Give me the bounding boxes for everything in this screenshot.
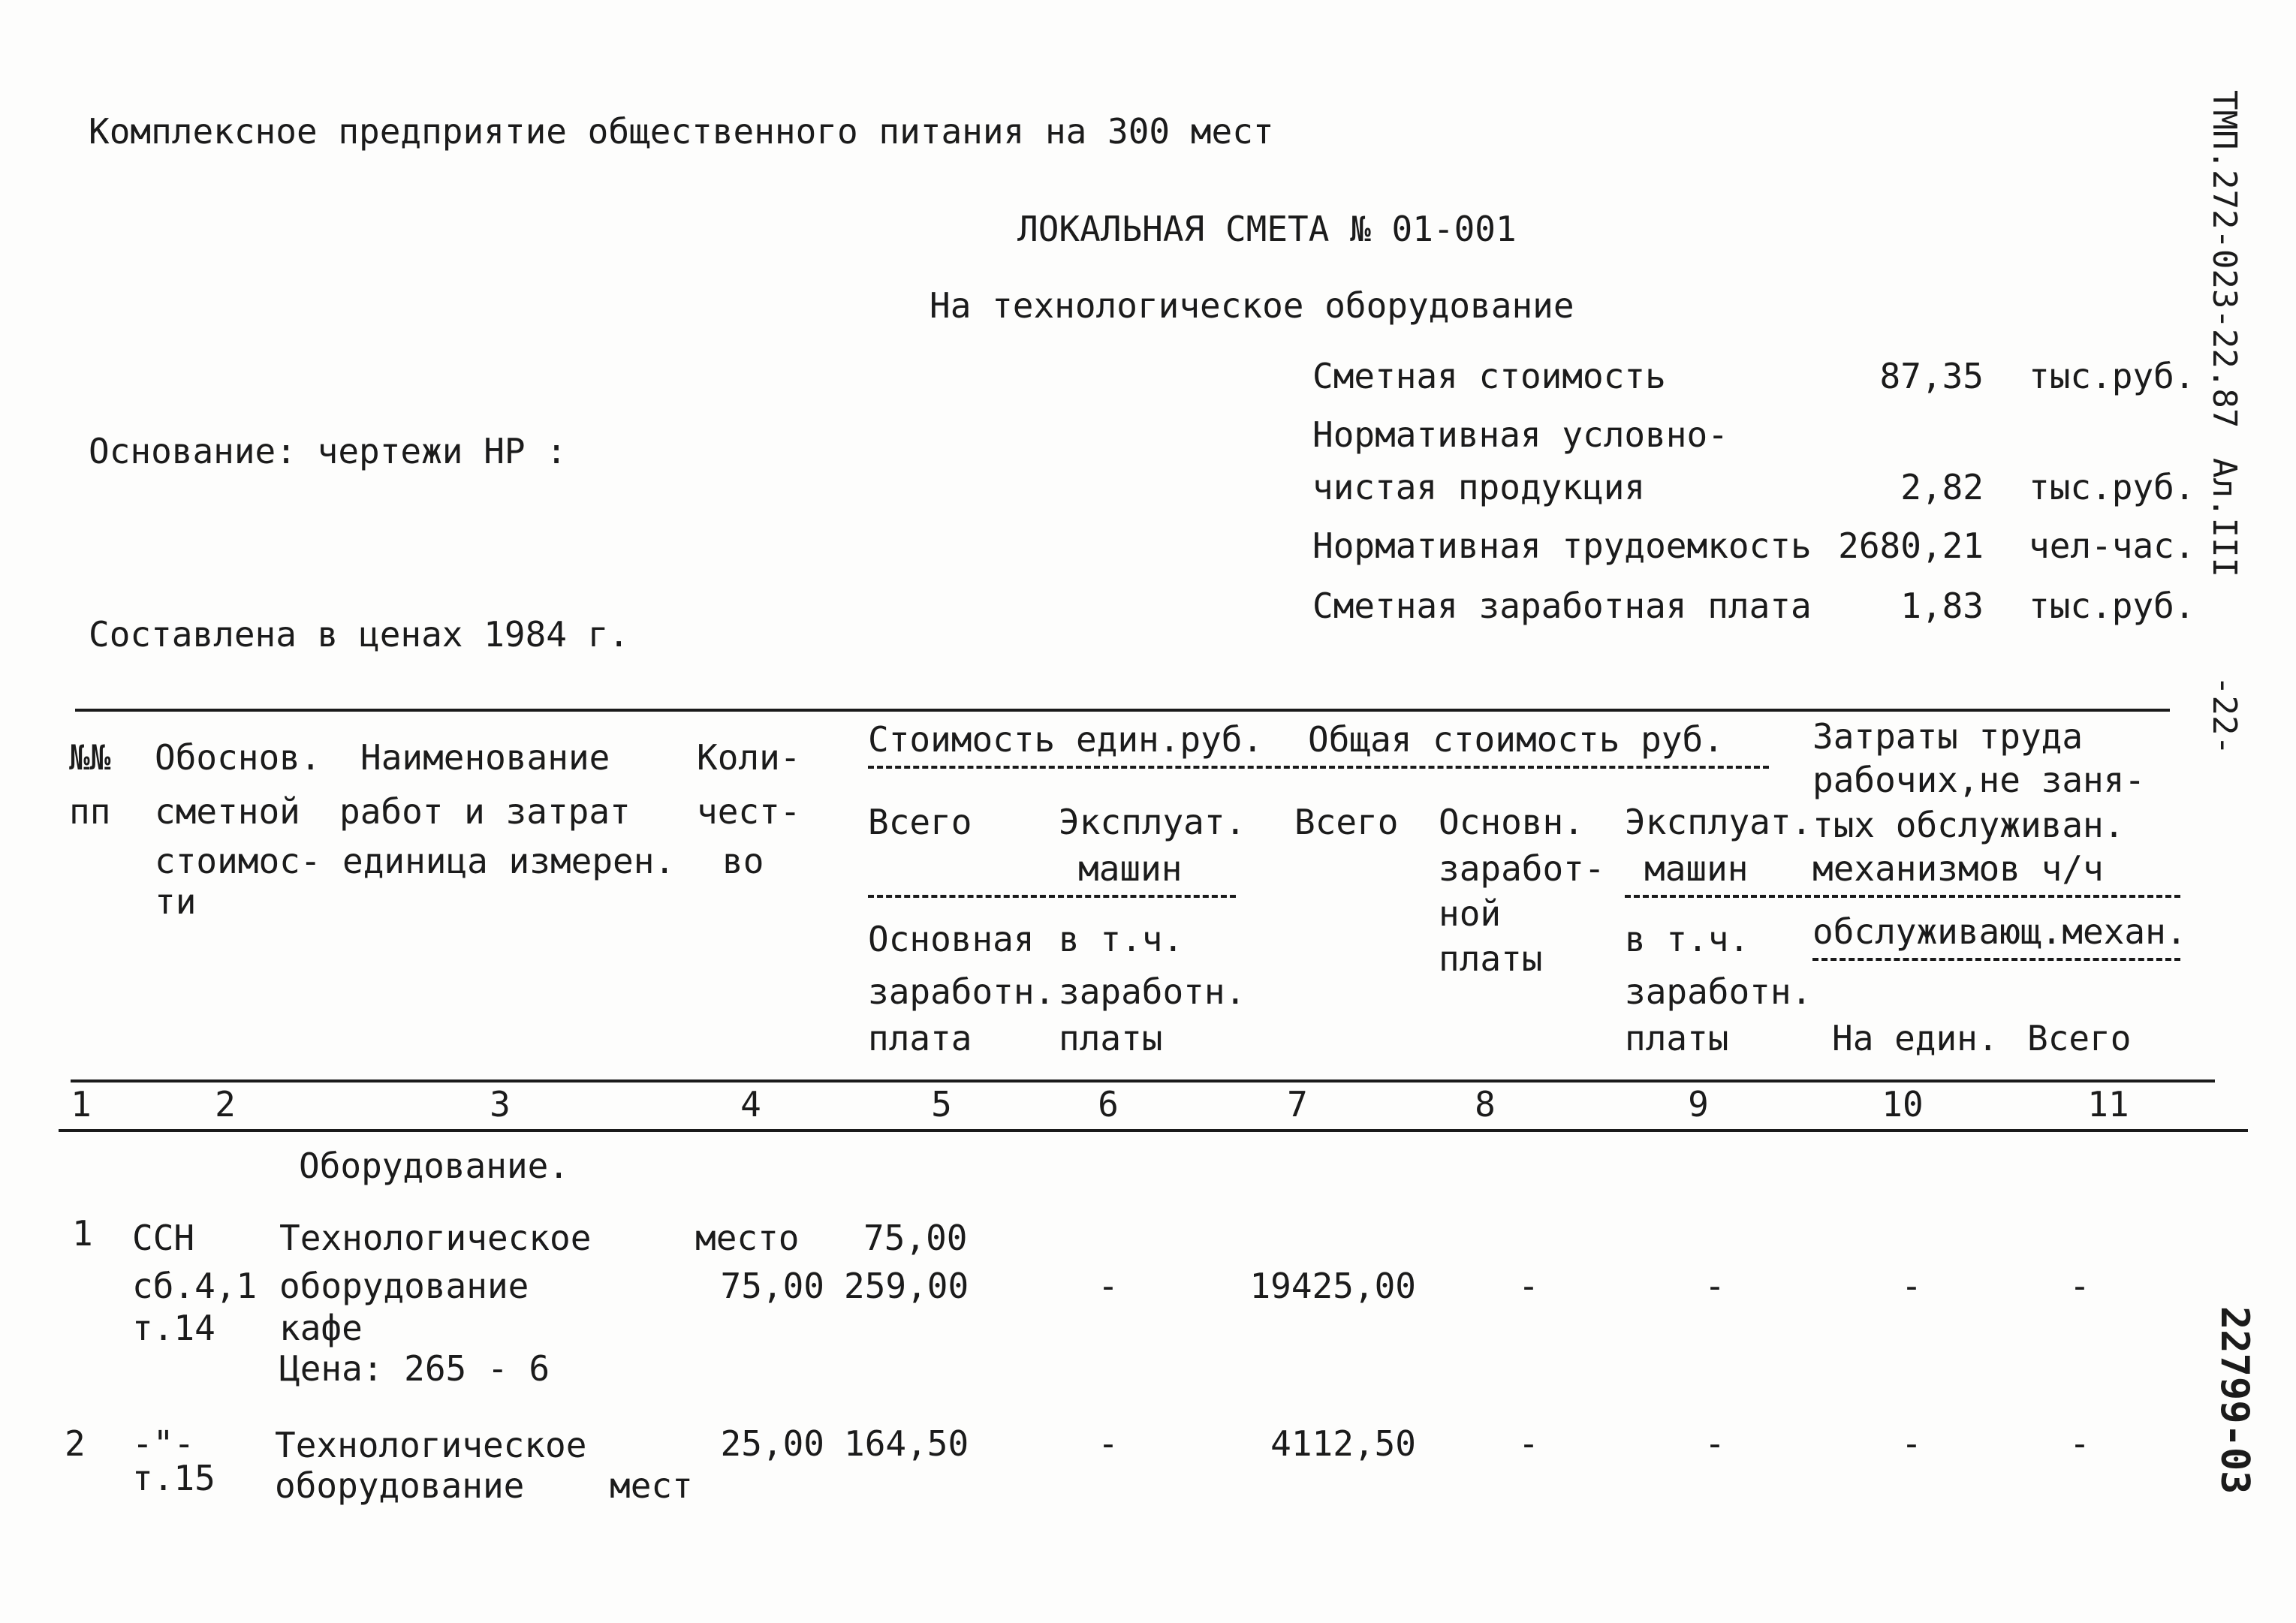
col7-header: Всего (1294, 802, 1399, 842)
summary-value: 2,82 (1900, 467, 1984, 507)
summary-unit: тыс.руб. (2029, 356, 2195, 396)
group-dash-rule (868, 766, 1769, 769)
col9-header-bottom: заработн. (1625, 971, 1812, 1012)
row-col9: - (1704, 1266, 1725, 1306)
col6-header-top: машин (1078, 848, 1183, 889)
row-col11: - (2069, 1266, 2090, 1306)
summary-label: Нормативная трудоемкость (1312, 525, 1812, 566)
row-number: 2 (65, 1423, 86, 1464)
labor-header: механизмов ч/ч (1812, 848, 2104, 889)
col9-header-top: машин (1644, 848, 1749, 889)
summary-unit: тыс.руб. (2029, 586, 2195, 626)
col8-header: заработ- (1439, 848, 1605, 889)
row-unit: место (695, 1218, 800, 1258)
estimate-subtitle: На технологическое оборудование (930, 285, 1574, 326)
estimate-title: ЛОКАЛЬНАЯ СМЕТА № 01-001 (1017, 209, 1517, 249)
row-quantity: 75,00 (720, 1266, 824, 1306)
header-bottom-rule (71, 1079, 2215, 1083)
column-number: 2 (215, 1084, 236, 1125)
labor-sub-header: обслуживающ.механ. (1812, 911, 2187, 952)
col2-header: сметной (155, 791, 300, 832)
row-col5: 164,50 (844, 1423, 969, 1464)
row-col11: - (2069, 1423, 2090, 1464)
summary-label: Сметная стоимость (1312, 356, 1666, 396)
page-number: -22- (2205, 676, 2243, 755)
col1-header: №№ (69, 737, 111, 778)
column-number: 4 (740, 1084, 761, 1125)
col8-header: ной (1439, 893, 1502, 934)
row-col7: 4112,50 (1270, 1423, 1416, 1464)
column-number: 9 (1688, 1084, 1709, 1125)
col9-header-bottom: в т.ч. (1625, 919, 1750, 959)
row-col7: 19425,00 (1249, 1266, 1416, 1306)
row-col8: - (1518, 1266, 1539, 1306)
col11-header: Всего (2027, 1018, 2132, 1058)
row-name: Технологическое (275, 1425, 587, 1465)
row-name: Цена: 265 - 6 (279, 1348, 550, 1389)
column-number: 6 (1098, 1084, 1119, 1125)
col2-header: ти (155, 881, 197, 922)
total-cost-group-header: Общая стоимость руб. (1308, 719, 1724, 760)
labor-header: рабочих,не заня- (1812, 760, 2146, 800)
summary-label: чистая продукция (1312, 467, 1646, 507)
row-col10: - (1901, 1266, 1922, 1306)
summary-label: Сметная заработная плата (1312, 586, 1812, 626)
prices-line: Составлена в ценах 1984 г. (89, 614, 630, 655)
col9-header-bottom: платы (1625, 1018, 1729, 1058)
row-col6: - (1098, 1266, 1119, 1306)
col6-header-bottom: заработн. (1059, 971, 1246, 1012)
sub-dash-rule (1625, 895, 2180, 898)
col8-header: Основн. (1439, 802, 1584, 842)
document-code: ТМП.272-023-22.87 (2205, 90, 2243, 429)
col3-header: работ и затрат (339, 791, 631, 832)
row-col8: - (1518, 1423, 1539, 1464)
summary-value: 87,35 (1879, 356, 1984, 396)
summary-value: 2680,21 (1838, 525, 1984, 566)
col10-header: На един. (1832, 1018, 1999, 1058)
unit-cost-group-header: Стоимость един.руб. (868, 719, 1264, 760)
col5-header-top: Всего (868, 802, 972, 842)
column-number: 3 (490, 1084, 511, 1125)
column-number: 7 (1287, 1084, 1308, 1125)
col6-header-top: Эксплуат. (1059, 802, 1246, 842)
row-col10: - (1901, 1423, 1922, 1464)
col2-header: Обоснов. (155, 737, 321, 778)
numbers-bottom-rule (59, 1129, 2248, 1132)
row-basis: -"- (132, 1423, 195, 1464)
labor-header: Затраты труда (1812, 716, 2084, 757)
col4-header: Коли- (697, 737, 801, 778)
column-number: 10 (1882, 1084, 1924, 1125)
column-number: 5 (931, 1084, 952, 1125)
col5-header-bottom: заработн. (868, 971, 1056, 1012)
row-name: кафе (279, 1308, 363, 1348)
column-number: 8 (1475, 1084, 1496, 1125)
summary-value: 1,83 (1900, 586, 1984, 626)
col4-header: чест- (697, 791, 801, 832)
column-number: 1 (71, 1084, 92, 1125)
summary-unit: чел-час. (2029, 525, 2195, 566)
summary-unit: тыс.руб. (2029, 467, 2195, 507)
col9-header-top: Эксплуат. (1625, 802, 1812, 842)
labor-header: тых обслуживан. (1812, 805, 2125, 845)
col3-header: Наименование (360, 737, 610, 778)
row-number: 1 (72, 1213, 93, 1254)
row-basis: т.14 (132, 1308, 215, 1348)
column-number: 11 (2087, 1084, 2129, 1125)
row-name: Технологическое (279, 1218, 592, 1258)
summary-label: Нормативная условно- (1312, 414, 1728, 455)
row-basis: т.15 (132, 1458, 215, 1498)
col1-header: пп (69, 791, 111, 832)
row-col5: 259,00 (844, 1266, 969, 1306)
table-top-rule (75, 709, 2170, 712)
row-col9: - (1704, 1423, 1725, 1464)
inventory-number: 22799-03 (2212, 1306, 2257, 1495)
sub-dash-rule (1812, 958, 2180, 961)
row-unit: мест (610, 1465, 693, 1506)
col2-header: стоимос- (155, 841, 321, 881)
row-col5-top: 75,00 (863, 1218, 968, 1258)
col5-header-bottom: плата (868, 1018, 972, 1058)
row-col6: - (1098, 1423, 1119, 1464)
col4-header: во (722, 841, 764, 881)
col6-header-bottom: в т.ч. (1059, 919, 1184, 959)
basis-line: Основание: чертежи НР : (89, 431, 567, 471)
row-name: оборудование (275, 1465, 525, 1506)
section-heading: Оборудование. (299, 1146, 570, 1186)
row-basis: ССН (132, 1218, 195, 1258)
row-quantity: 25,00 (720, 1423, 824, 1464)
sub-dash-rule (868, 895, 1236, 898)
organization-name: Комплексное предприятие общественного питания на 300 мест (89, 111, 1274, 152)
col3-header: единица измерен. (342, 841, 676, 881)
col8-header: платы (1439, 938, 1543, 979)
row-basis: сб.4,1 (132, 1266, 258, 1306)
col6-header-bottom: платы (1059, 1018, 1163, 1058)
album-number: Ал.III (2205, 458, 2243, 577)
row-name: оборудование (279, 1266, 529, 1306)
col5-header-bottom: Основная (868, 919, 1035, 959)
